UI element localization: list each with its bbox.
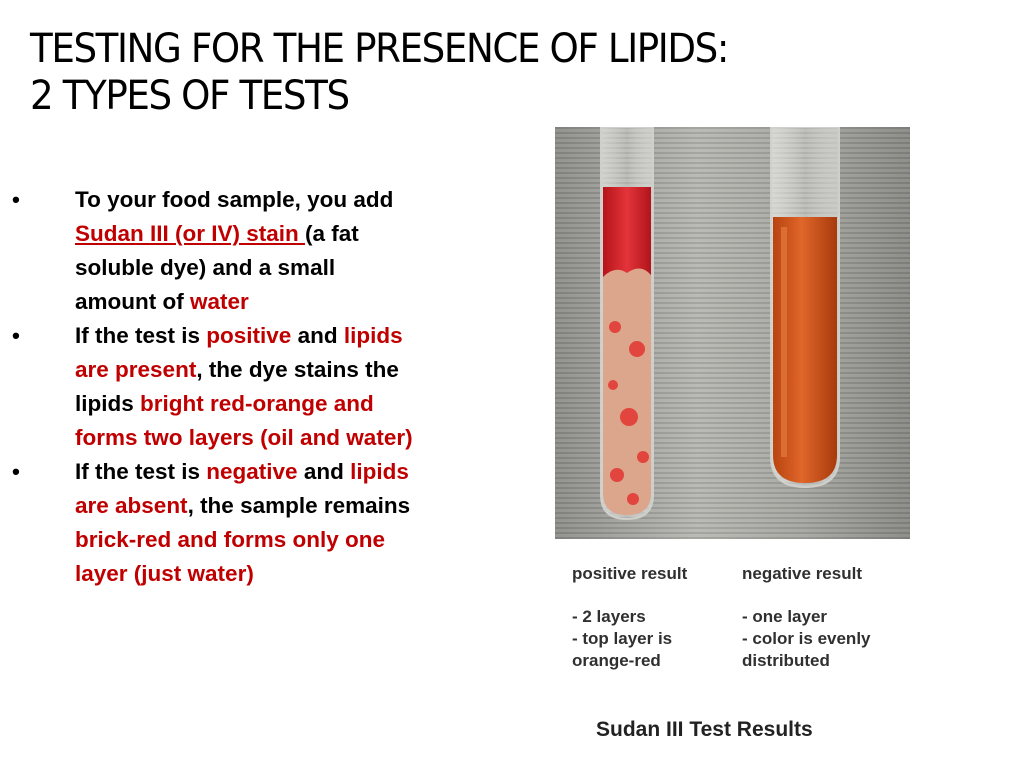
figure-caption: Sudan III Test Results [596,718,813,741]
bullet-marker: • [12,323,20,348]
highlighted-text: brick-red and forms only one layer (just water) [75,527,386,586]
negative-result-column [742,560,912,672]
negative-line: - one layer [742,607,828,626]
bullet-text: To your food sample, you add [75,187,394,212]
highlighted-text: positive [206,323,292,348]
bullet-text: , the sample remains [187,493,411,518]
positive-line: - top layer is [572,629,673,648]
positive-result-heading: positive result [572,564,688,583]
results-legend [560,560,910,750]
negative-tube [771,127,839,487]
bullet-text: If the test is [75,459,207,484]
highlighted-text: negative [206,459,298,484]
slide-title [30,26,867,120]
positive-line: - 2 layers [572,607,646,626]
bullet-list [0,183,420,591]
bullet-text: and [291,323,344,348]
bullet-item [0,319,420,455]
negative-line: distributed [742,651,830,670]
slide-title-line-1: TESTING FOR THE PRESENCE OF LIPIDS: [30,26,728,72]
bullet-item [0,183,420,319]
bullet-marker: • [12,187,20,212]
sudan-stain-link[interactable]: Sudan III (or IV) stain [75,221,306,246]
positive-tube [601,127,653,519]
positive-line: orange-red [572,651,661,670]
bullet-text: , the dye stains the lipids [75,357,399,416]
positive-result-column [572,560,742,672]
slide-title-line-2: 2 TYPES OF TESTS [30,73,349,119]
bullet-item [0,455,420,591]
bullet-text: (a fat soluble dye) and a small amount of [75,221,359,314]
negative-line: - color is evenly [742,629,871,648]
test-tubes-illustration [555,127,910,539]
highlighted-text: water [189,289,249,314]
bullet-text: and [297,459,351,484]
highlighted-text: lipids are present [75,323,403,382]
highlighted-text: lipids are absent [75,459,409,518]
test-tube-photo [555,127,910,539]
negative-result-heading: negative result [742,564,862,583]
bullet-text: If the test is [75,323,207,348]
highlighted-text: bright red-orange and forms two layers (oil and water) [75,391,413,450]
bullet-marker: • [12,459,20,484]
